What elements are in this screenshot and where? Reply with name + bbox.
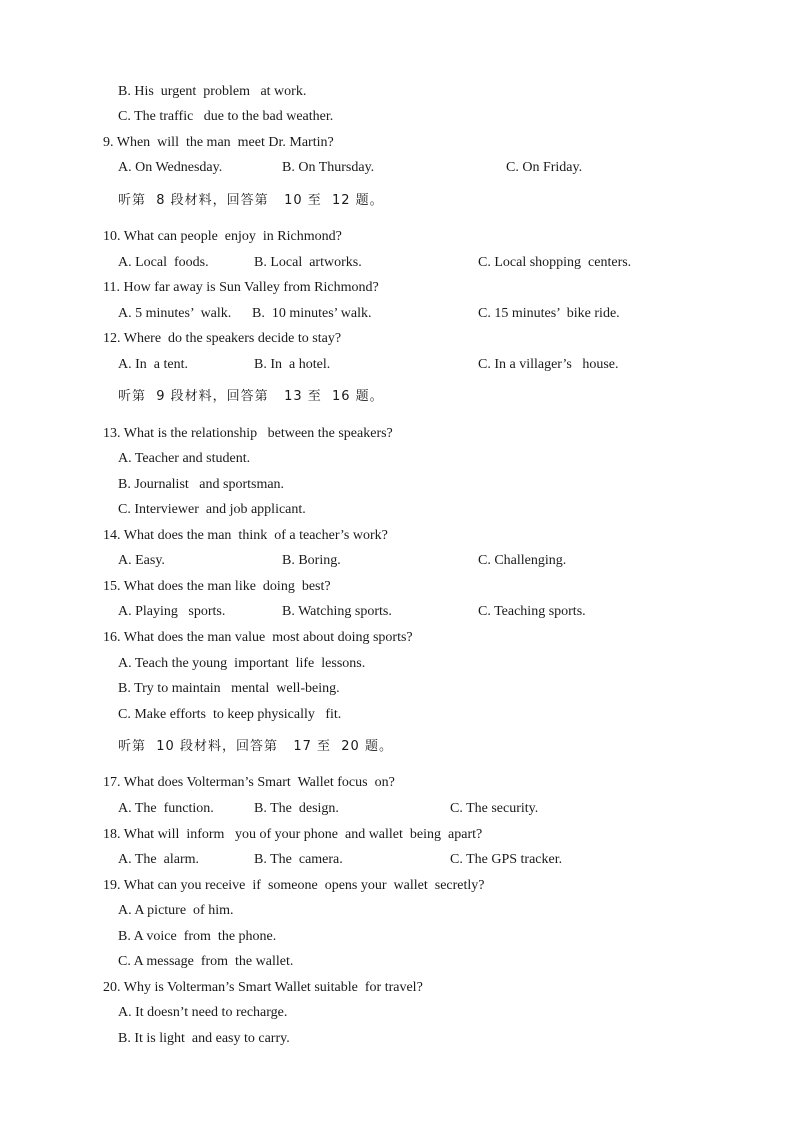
q17-option-c: C. The security. [450, 801, 539, 816]
q12-option-a: A. In a tent. [118, 357, 188, 372]
q16-option-b: B. Try to maintain mental well-being. [118, 681, 340, 696]
q16-option-a: A. Teach the young important life lessons. [118, 656, 366, 671]
q9-option-a: A. On Wednesday. [118, 160, 223, 175]
q11-option-b: B. 10 minutes’ walk. [252, 306, 372, 321]
q9-option-b: B. On Thursday. [282, 160, 375, 175]
q16-question: 16. What does the man value most about doing sports? [103, 630, 413, 645]
q17-option-b: B. The design. [254, 801, 339, 816]
q9-question: 9. When will the man meet Dr. Martin? [103, 135, 334, 150]
q12-option-b: B. In a hotel. [254, 357, 331, 372]
q19-question: 19. What can you receive if someone opens your wallet secretly? [103, 878, 485, 893]
q14-option-a: A. Easy. [118, 553, 165, 568]
q10-option-a: A. Local foods. [118, 255, 209, 270]
q17-option-a: A. The function. [118, 801, 214, 816]
q18-question: 18. What will inform you of your phone and wallet being apart? [103, 827, 483, 842]
q13-option-c: C. Interviewer and job applicant. [118, 502, 306, 517]
q13-option-b: B. Journalist and sportsman. [118, 477, 285, 492]
q13-option-a: A. Teacher and student. [118, 451, 251, 466]
section-heading-10: 听第 10 段材料，回答第 17 至 20 题。 [118, 739, 393, 754]
q11-option-c: C. 15 minutes’ bike ride. [478, 306, 620, 321]
q18-option-b: B. The camera. [254, 852, 343, 867]
q19-option-a: A. A picture of him. [118, 903, 234, 918]
q20-option-a: A. It doesn’t need to recharge. [118, 1005, 288, 1020]
section-heading-9: 听第 9 段材料，回答第 13 至 16 题。 [118, 389, 384, 404]
q15-option-c: C. Teaching sports. [478, 604, 586, 619]
q13-question: 13. What is the relationship between the speakers? [103, 426, 393, 441]
q10-question: 10. What can people enjoy in Richmond? [103, 229, 342, 244]
q16-option-c: C. Make efforts to keep physically fit. [118, 707, 342, 722]
q15-option-b: B. Watching sports. [282, 604, 392, 619]
q10-option-b: B. Local artworks. [254, 255, 362, 270]
q20-option-b: B. It is light and easy to carry. [118, 1031, 290, 1046]
q8-option-b: B. His urgent problem at work. [118, 84, 307, 99]
q11-question: 11. How far away is Sun Valley from Richmond? [103, 280, 379, 295]
q17-question: 17. What does Volterman’s Smart Wallet focus on? [103, 775, 395, 790]
q10-option-c: C. Local shopping centers. [478, 255, 632, 270]
q11-option-a: A. 5 minutes’ walk. [118, 306, 232, 321]
q19-option-b: B. A voice from the phone. [118, 929, 277, 944]
section-heading-8: 听第 8 段材料，回答第 10 至 12 题。 [118, 193, 384, 208]
q20-question: 20. Why is Volterman’s Smart Wallet suitable for travel? [103, 980, 423, 995]
q19-option-c: C. A message from the wallet. [118, 954, 294, 969]
q9-option-c: C. On Friday. [506, 160, 583, 175]
q18-option-a: A. The alarm. [118, 852, 199, 867]
q14-question: 14. What does the man think of a teacher’s work? [103, 528, 388, 543]
q12-option-c: C. In a villager’s house. [478, 357, 619, 372]
q15-question: 15. What does the man like doing best? [103, 579, 331, 594]
q14-option-c: C. Challenging. [478, 553, 567, 568]
q12-question: 12. Where do the speakers decide to stay? [103, 331, 342, 346]
q8-option-c: C. The traffic due to the bad weather. [118, 109, 334, 124]
q14-option-b: B. Boring. [282, 553, 341, 568]
q15-option-a: A. Playing sports. [118, 604, 226, 619]
q18-option-c: C. The GPS tracker. [450, 852, 563, 867]
